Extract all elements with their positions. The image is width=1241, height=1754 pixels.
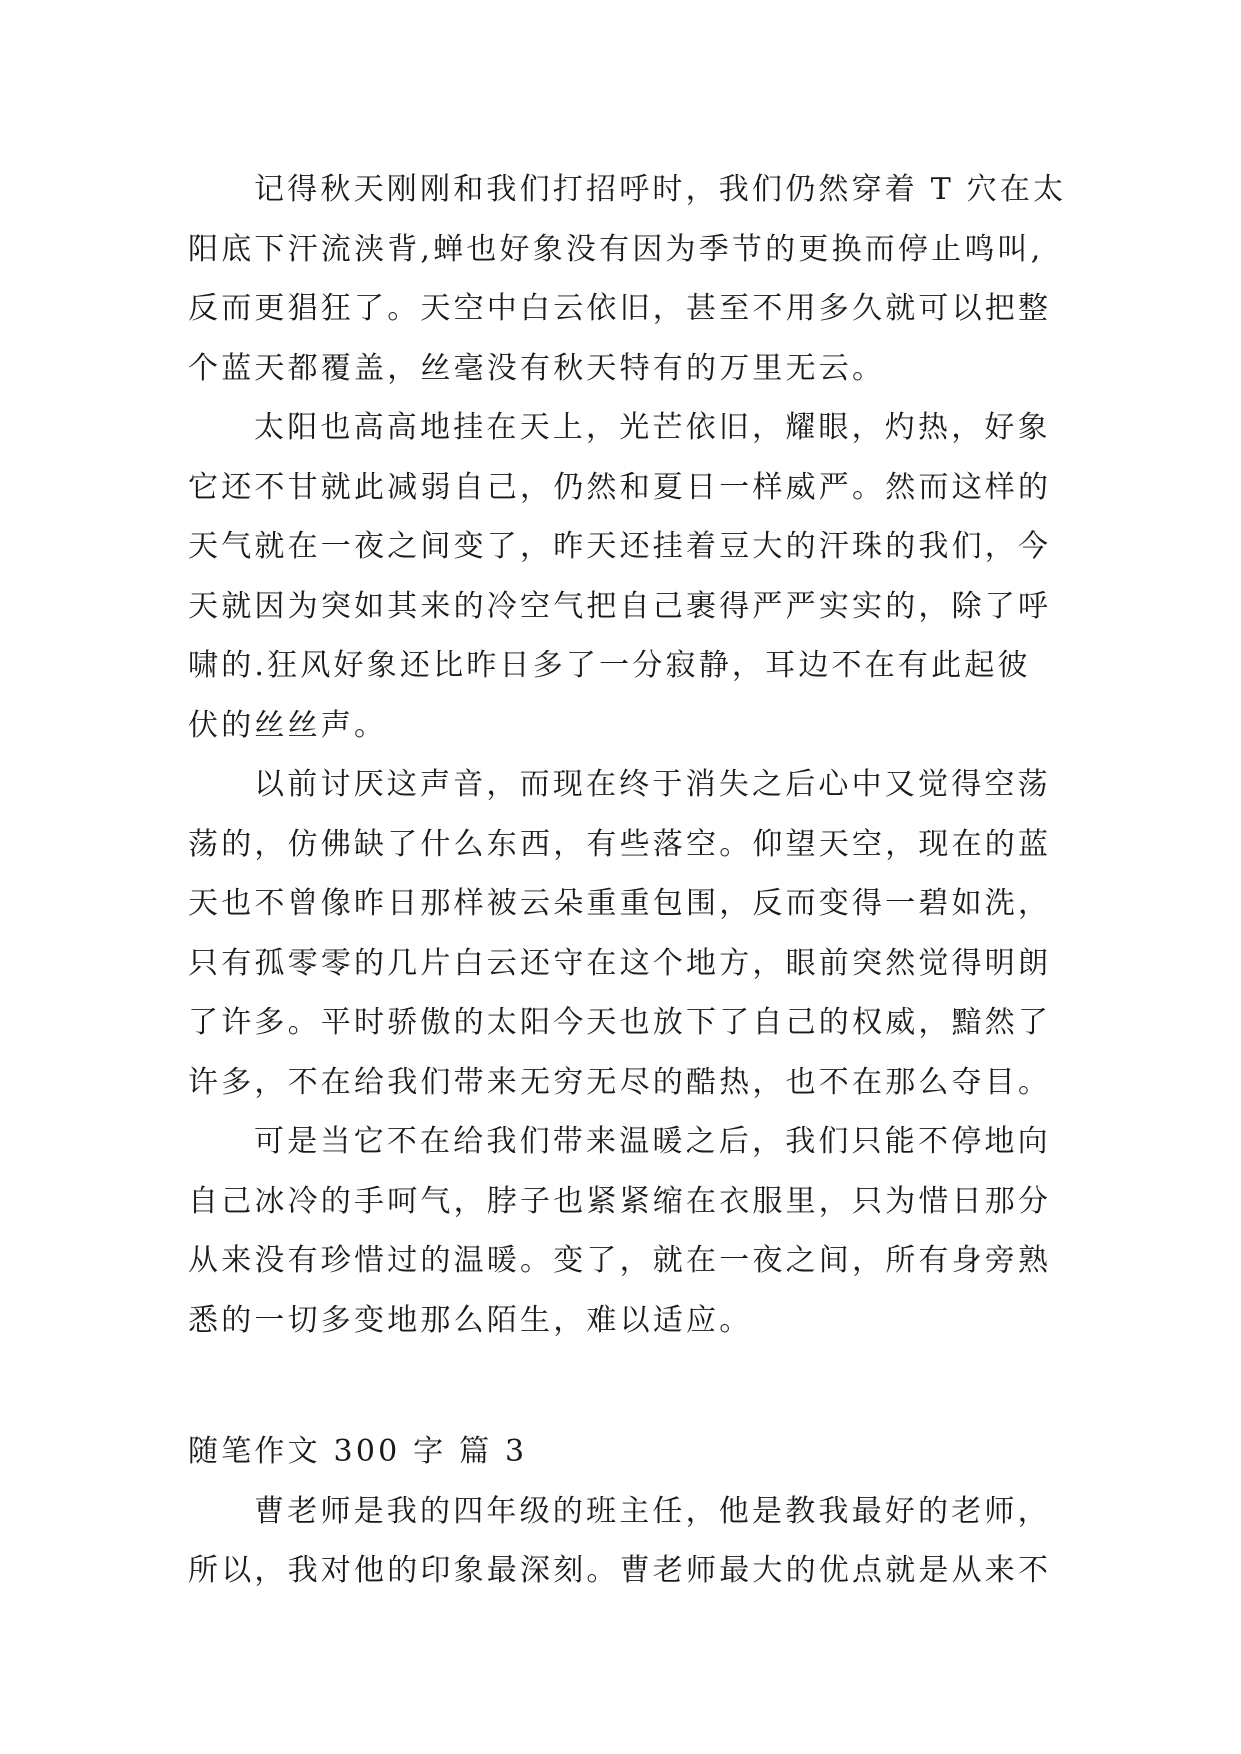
paragraph-line: 天就因为突如其来的冷空气把自己裹得严严实实的，除了呼	[188, 588, 1052, 624]
paragraph-line: 记得秋天刚刚和我们打招呼时，我们仍然穿着 T 穴在太	[254, 172, 1067, 207]
paragraph-line: 荡的，仿佛缺了什么东西，有些落空。仰望天空，现在的蓝	[188, 826, 1052, 862]
paragraph-line: 天也不曾像昨日那样被云朵重重包围，反而变得一碧如洗，	[188, 886, 1052, 921]
paragraph-line: 许多，不在给我们带来无穷无尽的酷热，也不在那么夺目。	[188, 1064, 1052, 1100]
paragraph-line: 曹老师是我的四年级的班主任，他是教我最好的老师，	[254, 1493, 1051, 1529]
paragraph-1	[188, 160, 1067, 398]
document-body	[188, 160, 1067, 1601]
paragraph-line: 以前讨厌这声音，而现在终于消失之后心中又觉得空荡	[254, 767, 1051, 802]
paragraph-line: 个蓝天都覆盖，丝毫没有秋天特有的万里无云。	[188, 350, 886, 386]
paragraph-line: 天气就在一夜之间变了，昨天还挂着豆大的汗珠的我们，今	[188, 529, 1052, 564]
section-spacer	[188, 1350, 1048, 1422]
paragraph-3	[188, 755, 1052, 1112]
paragraph-line: 自己冰冷的手呵气，脖子也紧紧缩在衣服里，只为惜日那分	[188, 1183, 1052, 1219]
section-heading: 随笔作文 300 字 篇 3	[188, 1434, 528, 1469]
paragraph-line: 只有孤零零的几片白云还守在这个地方，眼前突然觉得明朗	[188, 945, 1052, 981]
section-paragraph	[188, 1482, 1052, 1601]
paragraph-4	[188, 1112, 1052, 1350]
paragraph-2	[188, 398, 1052, 755]
paragraph-line: 太阳也高高地挂在天上，光芒依旧，耀眼，灼热，好象	[254, 410, 1051, 445]
paragraph-line: 悉的一切多变地那么陌生，难以适应。	[188, 1302, 753, 1338]
paragraph-line: 它还不甘就此减弱自己，仍然和夏日一样威严。然而这样的	[188, 469, 1052, 505]
paragraph-line: 从来没有珍惜过的温暖。变了，就在一夜之间，所有身旁熟	[188, 1243, 1052, 1278]
paragraph-line: 反而更猖狂了。天空中白云依旧，甚至不用多久就可以把整	[188, 291, 1052, 326]
paragraph-line: 伏的丝丝声。	[188, 707, 388, 743]
paragraph-line: 可是当它不在给我们带来温暖之后，我们只能不停地向	[254, 1124, 1051, 1159]
paragraph-line: 啸的.狂风好象还比昨日多了一分寂静，耳边不在有此起彼	[188, 648, 1031, 683]
paragraph-line: 了许多。平时骄傲的太阳今天也放下了自己的权威，黯然了	[188, 1005, 1052, 1040]
paragraph-line: 阳底下汗流浃背,蝉也好象没有因为季节的更换而停止鸣叫,	[188, 231, 1044, 267]
paragraph-line: 所以，我对他的印象最深刻。曹老师最大的优点就是从来不	[188, 1553, 1052, 1588]
